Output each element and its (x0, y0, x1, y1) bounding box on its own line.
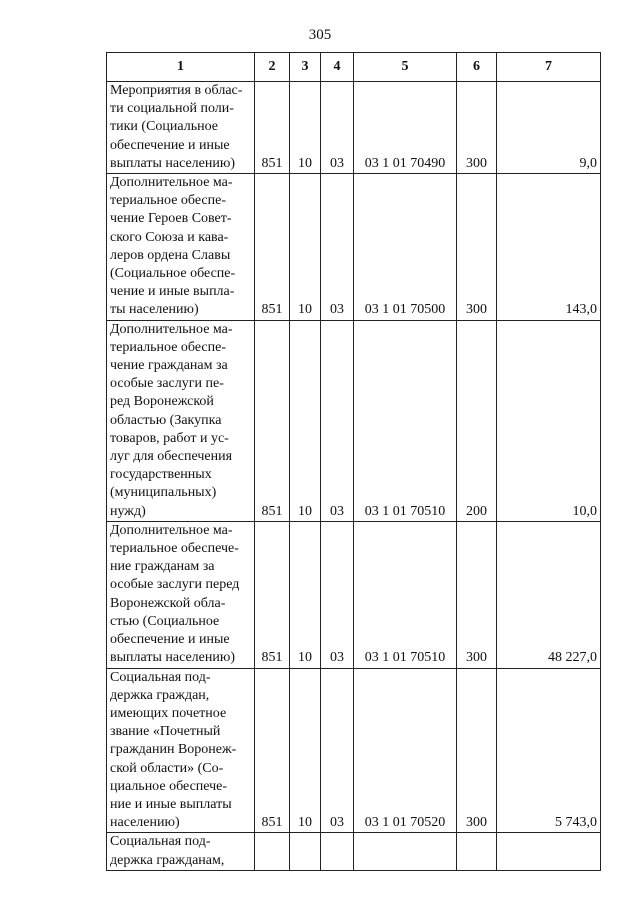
row-amount: 9,0 (497, 82, 601, 174)
table-row (107, 521, 601, 668)
row-code-5: 03 1 01 70520 (354, 668, 457, 833)
row-amount: 143,0 (497, 174, 601, 321)
row-code-3 (290, 833, 321, 870)
table-row (107, 174, 601, 321)
row-code-2: 851 (255, 320, 290, 521)
table-row (107, 833, 601, 870)
page-number: 305 (308, 27, 332, 43)
row-code-6: 300 (457, 668, 497, 833)
row-code-6: 300 (457, 174, 497, 321)
row-code-4: 03 (321, 521, 354, 668)
row-code-2: 851 (255, 82, 290, 174)
row-code-6: 300 (457, 82, 497, 174)
row-code-5: 03 1 01 70510 (354, 521, 457, 668)
header-col-2: 2 (255, 53, 290, 82)
row-code-6: 200 (457, 320, 497, 521)
header-col-1: 1 (107, 53, 255, 82)
row-name: Дополнительное ма- териальное обеспе- чение Героев Совет- ского Союза и кава- леров ордена Славы (Социальное обеспе- чение и иные выпла- ты населению) (107, 174, 255, 321)
row-name: Мероприятия в облас- ти социальной поли- тики (Социальное обеспечение и иные выплаты населению) (107, 82, 255, 174)
header-col-4: 4 (321, 53, 354, 82)
row-code-3: 10 (290, 668, 321, 833)
row-amount: 5 743,0 (497, 668, 601, 833)
table-row (107, 668, 601, 833)
header-col-5: 5 (354, 53, 457, 82)
row-name: Социальная под- держка граждан, имеющих почетное звание «Почетный гражданин Воронеж- ской области» (Со- циальное обеспече- ние и иные выплаты населению) (107, 668, 255, 833)
row-amount: 48 227,0 (497, 521, 601, 668)
row-amount: 10,0 (497, 320, 601, 521)
row-code-2: 851 (255, 174, 290, 321)
row-code-3: 10 (290, 521, 321, 668)
row-code-5: 03 1 01 70490 (354, 82, 457, 174)
row-code-4: 03 (321, 174, 354, 321)
row-code-3: 10 (290, 320, 321, 521)
row-amount (497, 833, 601, 870)
row-code-5: 03 1 01 70510 (354, 320, 457, 521)
table-row (107, 320, 601, 521)
row-name: Дополнительное ма- териальное обеспече- ние гражданам за особые заслуги перед Воронежской обла- стью (Социальное обеспечение и иные выплаты населению) (107, 521, 255, 668)
row-code-5: 03 1 01 70500 (354, 174, 457, 321)
row-code-6 (457, 833, 497, 870)
row-code-3: 10 (290, 174, 321, 321)
table-row (107, 82, 601, 174)
row-code-4 (321, 833, 354, 870)
row-name: Социальная под- держка гражданам, (107, 833, 255, 870)
row-code-4: 03 (321, 320, 354, 521)
row-code-6: 300 (457, 521, 497, 668)
header-col-7: 7 (497, 53, 601, 82)
budget-table (106, 52, 601, 871)
row-code-5 (354, 833, 457, 870)
header-row (107, 53, 601, 82)
row-code-2: 851 (255, 668, 290, 833)
row-name: Дополнительное ма- териальное обеспе- чение гражданам за особые заслуги пе- ред Воронежской областью (Закупка товаров, работ и ус- луг для обеспечения государственных (муниципальных) нужд) (107, 320, 255, 521)
header-col-3: 3 (290, 53, 321, 82)
row-code-3: 10 (290, 82, 321, 174)
row-code-2: 851 (255, 521, 290, 668)
row-code-2 (255, 833, 290, 870)
row-code-4: 03 (321, 82, 354, 174)
header-col-6: 6 (457, 53, 497, 82)
row-code-4: 03 (321, 668, 354, 833)
